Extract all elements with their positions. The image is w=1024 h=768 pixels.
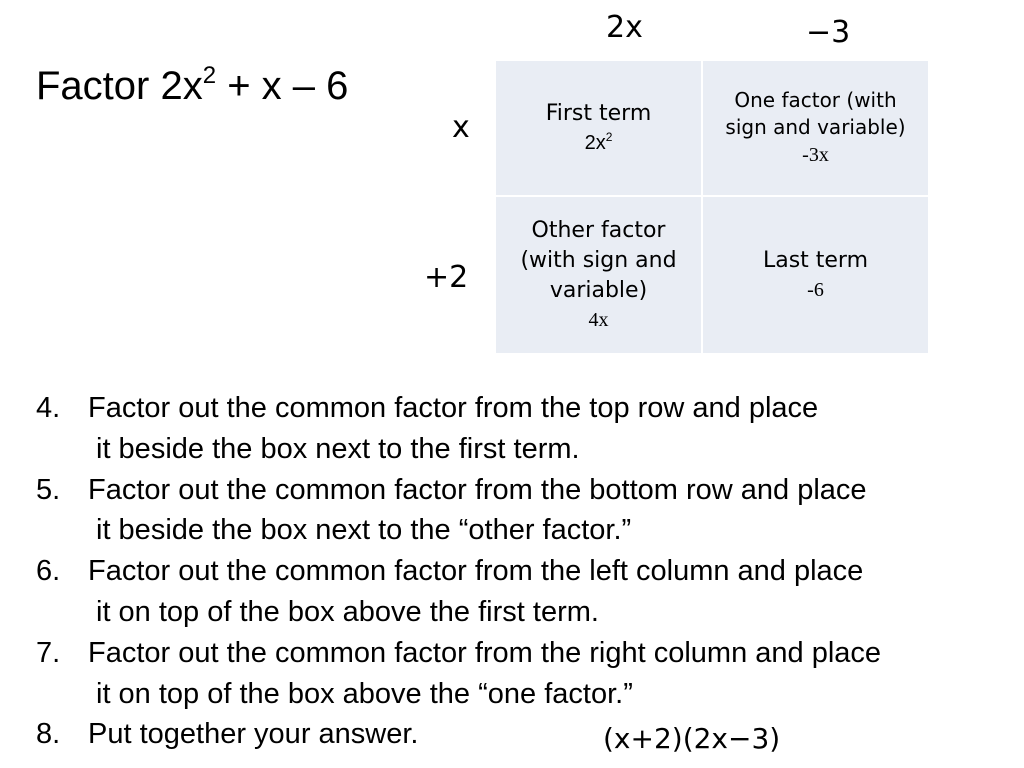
page-title: [36, 62, 348, 110]
step-item: [36, 551, 881, 633]
final-answer: (x+2)(2x−3): [603, 722, 781, 755]
step-text-continued: it beside the box next to the first term.: [96, 432, 580, 465]
step-item: [36, 470, 881, 552]
cell-label: First term: [545, 101, 652, 126]
column-1-factor: 2x: [606, 10, 643, 45]
column-2-factor: −3: [806, 15, 851, 50]
step-number: 6.: [36, 555, 61, 588]
cell-first-term: [496, 61, 701, 195]
cell-label-line: Other factor: [531, 218, 666, 243]
step-text: Factor out the common factor from the bottom row and place: [88, 473, 867, 506]
title-exponent: 2: [202, 62, 217, 89]
step-number: 5.: [36, 473, 61, 506]
step-text-continued: it on top of the box above the first term.: [96, 595, 599, 628]
cell-label-line: One factor (with: [734, 88, 897, 112]
factoring-box: [494, 59, 930, 355]
row-2-factor: +2: [424, 260, 469, 295]
cell-value: [585, 129, 613, 157]
cell-label: Last term: [762, 248, 869, 273]
step-text: Factor out the common factor from the left column and place: [88, 555, 864, 588]
title-prefix: Factor 2x: [36, 64, 203, 108]
cell-label-line: sign and variable): [725, 115, 906, 139]
cell-value: 4x: [588, 309, 609, 331]
cell-one-factor: [703, 61, 928, 195]
cell-last-term: [703, 197, 928, 353]
title-suffix: + x – 6: [216, 64, 349, 108]
steps-list: [36, 388, 881, 755]
cell-value: -6: [807, 279, 824, 301]
cell-label-line: (with sign and: [520, 248, 677, 273]
step-text: Factor out the common factor from the right column and place: [88, 636, 882, 669]
cell-value-base: 2x: [584, 132, 606, 154]
step-number: 4.: [36, 392, 61, 424]
step-text: Put together your answer.: [88, 718, 419, 751]
cell-label-line: variable): [549, 278, 648, 303]
cell-value-exponent: 2: [605, 130, 613, 144]
step-number: 7.: [36, 636, 61, 669]
step-text-continued: it on top of the box above the “one factor.”: [96, 677, 633, 710]
cell-value: -3x: [802, 144, 829, 166]
step-number: 8.: [36, 718, 61, 751]
step-item: [36, 633, 881, 715]
cell-other-factor: [496, 197, 701, 353]
step-text: Factor out the common factor from the top row and place: [88, 392, 819, 424]
step-text-continued: it beside the box next to the “other factor.”: [96, 514, 632, 547]
row-1-factor: x: [452, 110, 470, 145]
step-item: [36, 388, 881, 470]
